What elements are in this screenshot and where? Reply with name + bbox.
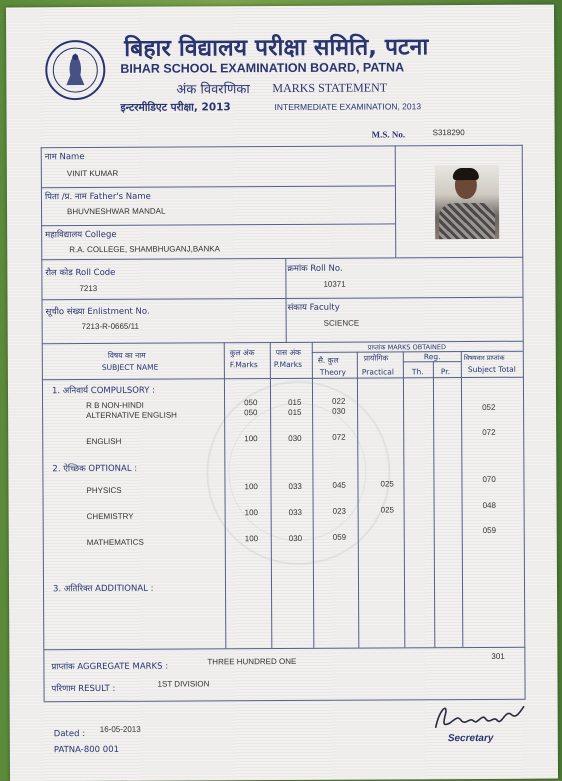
header-pass: P.Marks	[273, 359, 303, 370]
header-pr: Pr.	[440, 367, 451, 377]
aggregate-label: प्राप्तांक AGGREGATE MARKS :	[51, 661, 169, 673]
section-additional: 3. अतिरिक्त ADDITIONAL :	[52, 583, 154, 595]
full-marks: 100	[244, 508, 259, 518]
pass-marks: 015	[288, 397, 302, 407]
full-marks: 100	[244, 482, 258, 492]
secretary-signature	[430, 699, 530, 734]
full-marks: 100	[244, 434, 258, 444]
header-theory: Theory	[319, 367, 346, 377]
header-theory-hindi: सै. कुल	[317, 355, 339, 365]
roll-no-label: क्रमांक Roll No.	[287, 263, 343, 274]
header-total-hindi: विषयवार प्राप्तांक	[463, 353, 505, 363]
subject-name: R B NON-HINDI	[86, 400, 144, 411]
enlistment-label: सूचीo संख्या Enlistment No.	[45, 306, 150, 318]
roll-no: 10371	[323, 279, 346, 289]
ms-label: M.S. No.	[371, 129, 406, 140]
theory-marks: 023	[332, 506, 347, 516]
header-pass-hindi: पास अंक	[275, 347, 301, 358]
full-marks: 050	[244, 398, 258, 408]
pass-marks: 030	[288, 533, 303, 543]
marks-statement-sheet	[6, 5, 558, 781]
result-label: परिणाम RESULT :	[51, 683, 116, 695]
header-practical: Practical	[361, 367, 394, 377]
student-photo	[435, 165, 499, 239]
college-label: महाविद्यालय College	[45, 229, 117, 241]
name-label: नाम Name	[44, 152, 85, 163]
header-obtained: प्राप्तांक MARKS OBTAINED	[367, 343, 447, 352]
father-name: BHUVNESHWAR MANDAL	[67, 206, 166, 217]
header-reg: Reg.	[423, 352, 441, 362]
header-practical-hindi: प्रायोगिक	[363, 353, 389, 363]
roll-code: 7213	[79, 283, 98, 294]
practical-marks: 025	[380, 479, 394, 489]
section-compulsory: 1. अनिवार्य COMPULSORY :	[51, 385, 156, 397]
header-subject-hindi: विषय का नाम	[107, 350, 146, 360]
title-english: BIHAR SCHOOL EXAMINATION BOARD, PATNA	[120, 60, 405, 76]
practical-marks: 025	[380, 505, 394, 515]
secretary-label: Secretary	[447, 732, 494, 745]
header-total: Subject Total	[467, 364, 516, 375]
subject-total: 052	[482, 402, 496, 412]
aggregate-words: THREE HUNDRED ONE	[207, 656, 297, 667]
theory-marks: 022	[332, 396, 346, 406]
header-subject: SUBJECT NAME	[101, 362, 159, 372]
student-name: VINIT KUMAR	[66, 168, 119, 179]
aggregate-value: 301	[491, 651, 505, 661]
place-label: PATNA-800 001	[53, 744, 120, 756]
result-value: 1ST DIVISION	[157, 679, 210, 689]
faculty: SCIENCE	[323, 318, 360, 328]
subject-name: ENGLISH	[86, 436, 122, 447]
header-full-hindi: कुल अंक	[229, 348, 255, 358]
dated-value: 16-05-2013	[99, 724, 141, 734]
subject-total: 059	[482, 525, 497, 535]
theory-marks: 072	[332, 432, 346, 442]
exam-english: INTERMEDIATE EXAMINATION, 2013	[274, 101, 422, 113]
full-marks: 050	[244, 408, 258, 418]
subject-name: CHEMISTRY	[86, 511, 134, 522]
subject-total: 072	[482, 427, 496, 437]
college-name: R.A. COLLEGE, SHAMBHUGANJ,BANKA	[69, 244, 220, 255]
exam-hindi: इन्टरमीडिएट परीक्षा, 2013	[120, 101, 231, 114]
subject-total: 070	[482, 474, 496, 484]
pass-marks: 033	[288, 481, 302, 491]
title-hindi: बिहार विद्यालय परीक्षा समिति, पटना	[124, 34, 429, 62]
board-seal-logo	[44, 39, 106, 101]
statement-english: MARKS STATEMENT	[272, 80, 388, 96]
full-marks: 100	[244, 534, 259, 544]
section-optional: 2. ऐच्छिक OPTIONAL :	[52, 463, 138, 475]
theory-marks: 059	[332, 532, 347, 542]
pass-marks: 015	[288, 407, 302, 417]
theory-marks: 030	[332, 406, 346, 416]
pass-marks: 030	[288, 433, 302, 443]
faculty-label: संकाय Faculty	[287, 302, 340, 313]
header-full: F.Marks	[229, 360, 258, 370]
header-th: Th.	[411, 367, 424, 377]
roll-code-label: रौल कोड Roll Code	[45, 267, 116, 279]
statement-hindi: अंक विवरणिका	[176, 82, 250, 98]
father-label: पिता /प्र. नाम Father's Name	[44, 191, 151, 203]
subject-name: MATHEMATICS	[86, 537, 144, 548]
dated-label: Dated :	[53, 729, 86, 740]
subject-name: ALTERNATIVE ENGLISH	[86, 410, 177, 421]
pass-marks: 033	[288, 507, 303, 517]
subject-name: PHYSICS	[86, 485, 122, 496]
enlistment-no: 7213-R-0665/11	[81, 321, 139, 332]
ms-value: S318290	[432, 128, 465, 138]
subject-total: 048	[482, 500, 496, 510]
theory-marks: 045	[332, 480, 346, 490]
